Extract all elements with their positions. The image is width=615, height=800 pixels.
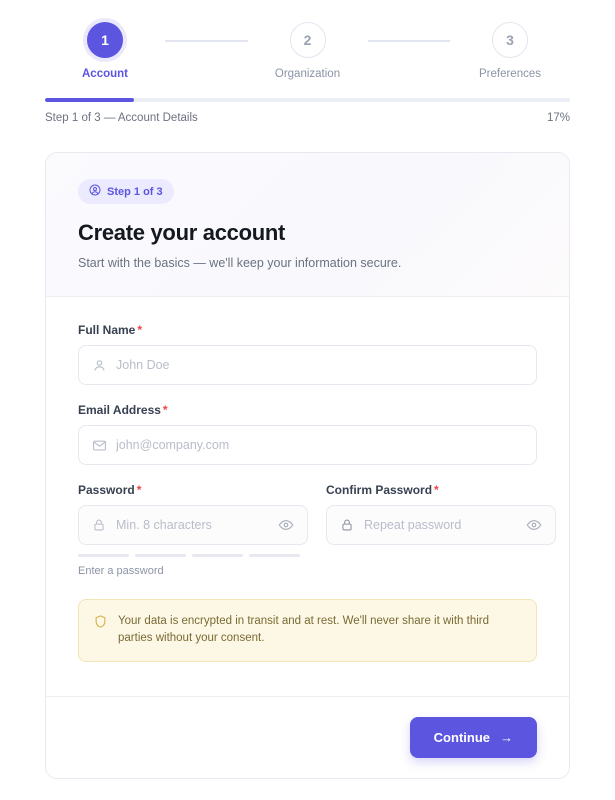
- full-name-required-mark: *: [137, 323, 143, 337]
- full-name-label: [78, 323, 537, 337]
- card-header: [46, 153, 569, 297]
- field-password: [78, 483, 308, 577]
- full-name-label-text: Full Name: [78, 323, 136, 337]
- stepper-step-organization[interactable]: [248, 22, 368, 80]
- password-input-wrap[interactable]: [78, 505, 308, 545]
- progress-bar-track: [45, 98, 570, 102]
- confirm-password-input-wrap[interactable]: [326, 505, 556, 545]
- password-input[interactable]: [116, 506, 277, 544]
- password-label: [78, 483, 308, 497]
- step-badge-label: Step 1 of 3: [107, 185, 163, 198]
- continue-button-label: Continue: [433, 729, 490, 745]
- password-label-text: Password: [78, 483, 135, 497]
- stepper-step-2-number: 2: [290, 22, 326, 58]
- password-row: [78, 483, 537, 583]
- password-strength-segment: [192, 554, 243, 557]
- password-hint: Enter a password: [78, 565, 164, 577]
- field-full-name: [78, 323, 537, 385]
- continue-button[interactable]: [410, 717, 537, 758]
- step-badge: [78, 179, 174, 204]
- stepper-step-account[interactable]: [45, 22, 165, 80]
- field-confirm-password: [326, 483, 556, 577]
- password-strength-segment: [78, 554, 129, 557]
- progress-status-text: Step 1 of 3 — Account Details: [45, 112, 198, 124]
- eye-icon[interactable]: [525, 516, 543, 534]
- progress-meta: [45, 112, 570, 124]
- security-notice: [78, 599, 537, 662]
- full-name-input-wrap[interactable]: [78, 345, 537, 385]
- lock-icon: [91, 517, 107, 533]
- stepper: [0, 0, 615, 80]
- password-strength-segment: [135, 554, 186, 557]
- stepper-connector-1: [165, 40, 248, 42]
- eye-icon[interactable]: [277, 516, 295, 534]
- password-strength-meter: [78, 554, 300, 557]
- progress-percent-label: 17%: [546, 112, 570, 124]
- field-email: [78, 403, 537, 465]
- confirm-password-label-text: Confirm Password: [326, 483, 433, 497]
- stepper-step-1-label: Account: [82, 68, 128, 80]
- shield-icon: [93, 614, 108, 629]
- stepper-step-2-label: Organization: [274, 68, 341, 80]
- page-title: Create your account: [78, 220, 286, 245]
- stepper-step-3-label: Preferences: [478, 68, 541, 80]
- security-notice-text: Your data is encrypted in transit and at rest. We'll never share it with third parties without your consent.: [118, 615, 490, 645]
- stepper-step-1-number: 1: [87, 22, 123, 58]
- confirm-password-label: [326, 483, 556, 497]
- user-icon: [91, 357, 107, 373]
- lock-icon: [339, 517, 355, 533]
- password-required-mark: *: [136, 483, 142, 497]
- card-footer: [46, 696, 569, 778]
- card-body: [46, 297, 569, 696]
- user-circle-icon: [89, 184, 101, 199]
- email-input-wrap[interactable]: [78, 425, 537, 465]
- email-label-text: Email Address: [78, 403, 161, 417]
- progress-section: [0, 80, 615, 124]
- email-input[interactable]: [116, 426, 524, 464]
- password-strength-segment: [249, 554, 300, 557]
- stepper-step-preferences[interactable]: [450, 22, 570, 80]
- stepper-step-3-number: 3: [492, 22, 528, 58]
- arrow-right-icon: →: [500, 729, 513, 745]
- page-subtitle: Start with the basics — we'll keep your information secure.: [78, 256, 402, 270]
- account-form-card: [45, 152, 570, 779]
- progress-bar-fill: [45, 98, 134, 102]
- confirm-password-required-mark: *: [434, 483, 439, 497]
- confirm-password-input[interactable]: [364, 506, 525, 544]
- email-label: [78, 403, 537, 417]
- stepper-connector-2: [368, 40, 451, 42]
- full-name-input[interactable]: [116, 346, 524, 384]
- email-required-mark: *: [162, 403, 168, 417]
- envelope-icon: [91, 437, 107, 453]
